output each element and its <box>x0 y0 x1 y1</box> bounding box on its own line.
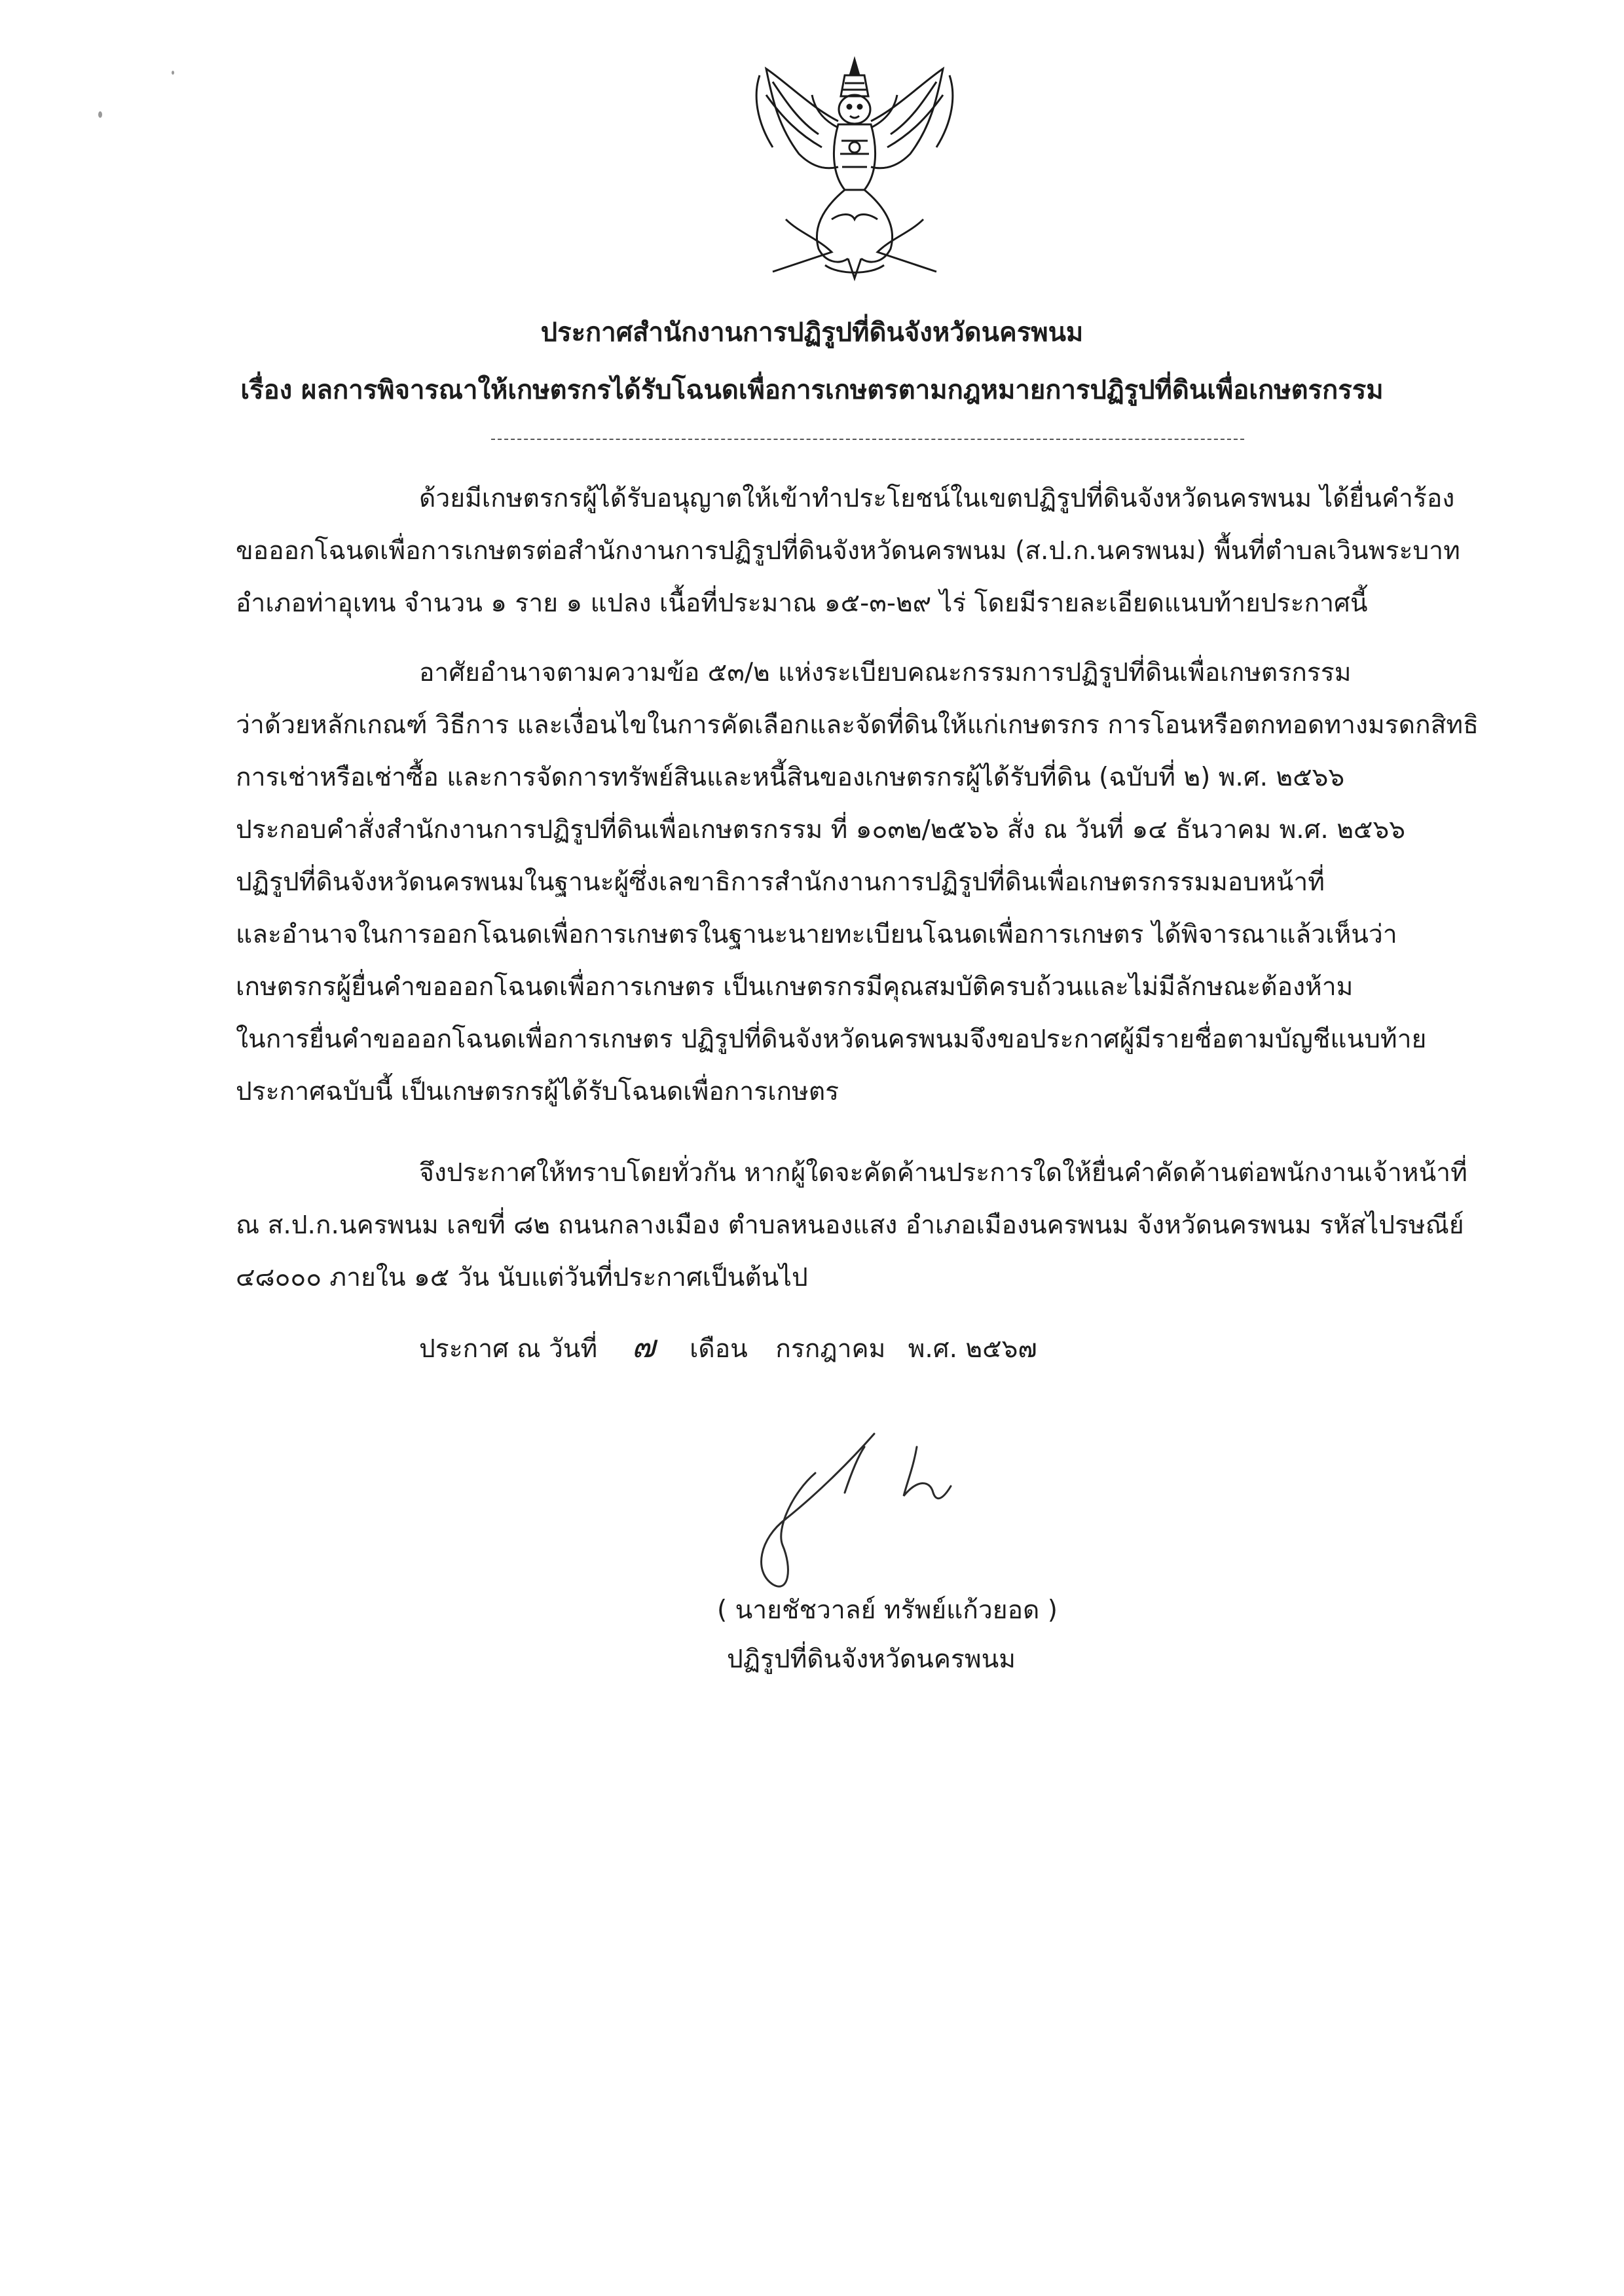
paragraph-line: จึงประกาศให้ทราบโดยทั่วกัน หากผู้ใดจะคัดค้านประการใดให้ยื่นคำคัดค้านต่อพนักงานเจ้าหน้าที่ <box>419 1158 1467 1188</box>
date-day: ๗ <box>631 1328 655 1365</box>
paragraph-2 <box>236 647 1479 1118</box>
paragraph-line: เกษตรกรผู้ยื่นคำขอออกโฉนดเพื่อการเกษตร เป็นเกษตรกรมีคุณสมบัติครบถ้วนและไม่มีลักษณะต้องห้าม <box>236 972 1354 1002</box>
paragraph-line: ประกาศฉบับนี้ เป็นเกษตรกรผู้ได้รับโฉนดเพื่อการเกษตร <box>236 1077 840 1106</box>
date-month: กรกฎาคม <box>775 1334 886 1364</box>
paragraph-1 <box>236 473 1470 630</box>
paragraph-line: ปฏิรูปที่ดินจังหวัดนครพนมในฐานะผู้ซึ่งเลขาธิการสำนักงานการปฏิรูปที่ดินเพื่อเกษตรกรรมมอบหน้าที่ <box>236 867 1325 897</box>
signer-position: ปฏิรูปที่ดินจังหวัดนครพนม <box>727 1645 1016 1674</box>
paragraph-line: อำเภอท่าอุเทน จำนวน ๑ ราย ๑ แปลง เนื้อที่ประมาณ ๑๕-๓-๒๙ ไร่ โดยมีรายละเอียดแนบท้ายประกาศนี้ <box>236 589 1368 618</box>
paragraph-line: ด้วยมีเกษตรกรผู้ได้รับอนุญาตให้เข้าทำประโยชน์ในเขตปฏิรูปที่ดินจังหวัดนครพนม ได้ยื่นคำร้อง <box>419 484 1455 513</box>
date-year: พ.ศ. ๒๕๖๗ <box>908 1334 1037 1364</box>
paragraph-line: ณ ส.ป.ก.นครพนม เลขที่ ๘๒ ถนนกลางเมือง ตำบลหนองแสง อำเภอเมืองนครพนม จังหวัดนครพนม รหัสไปรษณีย์ <box>236 1211 1464 1240</box>
divider <box>491 439 1244 440</box>
garuda-emblem-icon <box>747 56 963 282</box>
paragraph-line: ประกอบคำสั่งสำนักงานการปฏิรูปที่ดินเพื่อเกษตรกรรม ที่ ๑๐๓๒/๒๕๖๖ สั่ง ณ วันที่ ๑๔ ธันวาคม พ.ศ. ๒๕๖๖ <box>236 815 1405 845</box>
scan-speck <box>98 111 102 118</box>
paragraph-line: ๔๘๐๐๐ ภายใน ๑๕ วัน นับแต่วันที่ประกาศเป็นต้นไป <box>236 1263 808 1292</box>
paragraph-line: ว่าด้วยหลักเกณฑ์ วิธีการ และเงื่อนไขในการคัดเลือกและจัดที่ดินให้แก่เกษตรกร การโอนหรือตกทอดทางมรดกสิทธิ <box>236 710 1479 740</box>
date-month-label: เดือน <box>690 1334 748 1364</box>
paragraph-3 <box>236 1147 1470 1304</box>
announcement-subject: เรื่อง ผลการพิจารณาให้เกษตรกรได้รับโฉนดเพื่อการเกษตรตามกฎหมายการปฏิรูปที่ดินเพื่อเกษตรกรรม <box>240 375 1384 405</box>
handwritten-signature <box>707 1421 982 1591</box>
paragraph-line: ในการยื่นคำขอออกโฉนดเพื่อการเกษตร ปฏิรูปที่ดินจังหวัดนครพนมจึงขอประกาศผู้มีรายชื่อตามบัญชีแนบท้าย <box>236 1025 1427 1054</box>
paragraph-line: ขอออกโฉนดเพื่อการเกษตรต่อสำนักงานการปฏิรูปที่ดินจังหวัดนครพนม (ส.ป.ก.นครพนม) พื้นที่ตำบลเวินพระบาท <box>236 536 1460 566</box>
date-prefix: ประกาศ ณ วันที่ <box>419 1334 598 1364</box>
announcement-date <box>419 1324 1037 1372</box>
announcement-title: ประกาศสำนักงานการปฏิรูปที่ดินจังหวัดนครพนม <box>540 318 1084 348</box>
paragraph-line: อาศัยอำนาจตามความข้อ ๕๓/๒ แห่งระเบียบคณะกรรมการปฏิรูปที่ดินเพื่อเกษตรกรรม <box>419 658 1352 687</box>
scan-speck <box>172 71 174 75</box>
signer-name: ( นายชัชวาลย์ ทรัพย์แก้วยอด ) <box>717 1595 1058 1625</box>
paragraph-line: การเช่าหรือเช่าซื้อ และการจัดการทรัพย์สินและหนี้สินของเกษตรกรผู้ได้รับที่ดิน (ฉบับที่ ๒) พ.ศ. ๒๕๖๖ <box>236 763 1345 792</box>
paragraph-line: และอำนาจในการออกโฉนดเพื่อการเกษตรในฐานะนายทะเบียนโฉนดเพื่อการเกษตร ได้พิจารณาแล้วเห็นว่า <box>236 920 1397 949</box>
